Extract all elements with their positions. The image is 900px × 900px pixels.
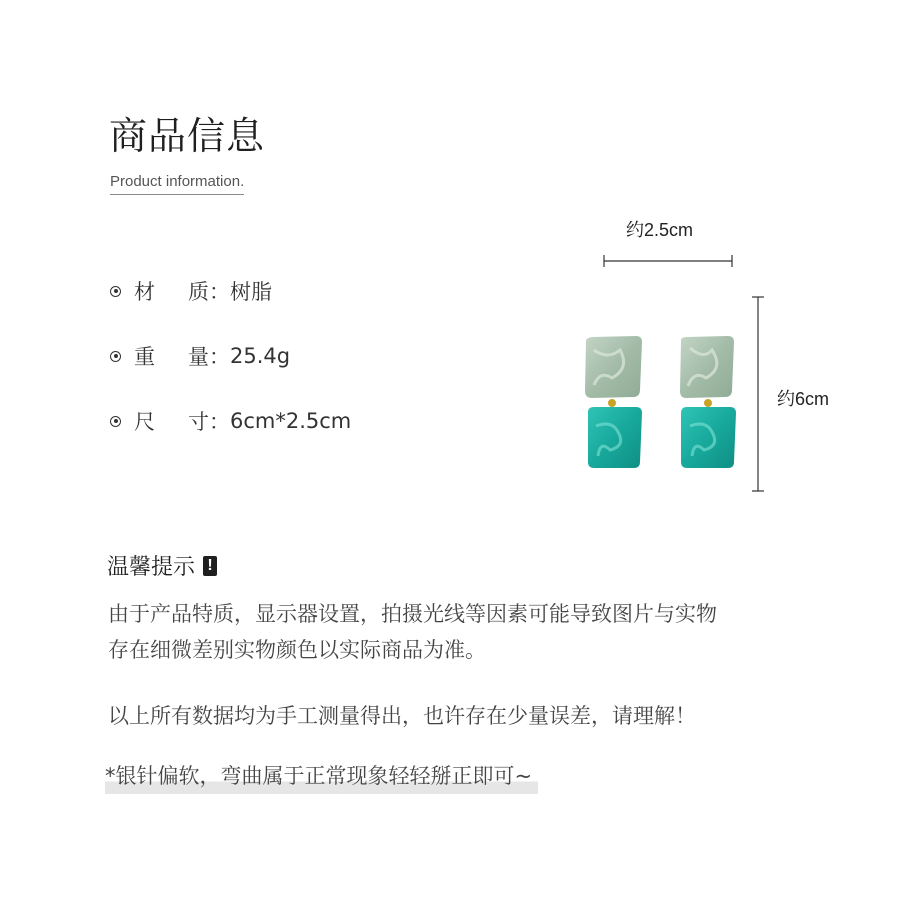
right-earring <box>680 336 736 468</box>
notice-paragraph-3: *银针偏软，弯曲属于正常现象轻轻掰正即可~ <box>105 758 538 794</box>
product-illustration <box>560 200 880 510</box>
height-dimension-label: 约6cm <box>777 389 830 409</box>
height-dimension-line <box>752 297 764 491</box>
page-title: 商品信息 <box>109 114 266 158</box>
spec-value-size: 6cm*2.5cm <box>230 409 352 433</box>
bullet-icon <box>110 416 121 427</box>
left-earring <box>585 336 642 468</box>
spec-label: 尺 寸： <box>134 410 230 434</box>
notice-line-2: 存在细微差别实物颜色以实际商品为准。 <box>108 638 486 662</box>
width-dimension-label: 约2.5cm <box>626 220 694 240</box>
bullet-icon <box>110 286 121 297</box>
earrings-image <box>560 200 880 510</box>
notice-paragraph-1 <box>108 596 717 668</box>
spec-row-material <box>110 275 272 307</box>
spec-row-weight <box>110 340 290 372</box>
spec-value-material: 树脂 <box>230 280 272 304</box>
spec-label: 重 量： <box>134 345 230 369</box>
notice-title-text: 温馨提示 <box>107 555 196 580</box>
spec-row-size <box>110 405 351 437</box>
notice-title <box>107 550 217 581</box>
notice-line-1: 由于产品特质，显示器设置，拍摄光线等因素可能导致图片与实物 <box>108 602 717 626</box>
notice-paragraph-2: 以上所有数据均为手工测量得出，也许存在少量误差，请理解！ <box>108 704 696 728</box>
spec-label: 材 质： <box>134 280 230 304</box>
spec-value-weight: 25.4g <box>230 344 291 368</box>
width-dimension-line <box>604 255 732 267</box>
exclamation-icon: ! <box>203 556 217 576</box>
bullet-icon <box>110 351 121 362</box>
page-subtitle: Product information. <box>110 172 244 195</box>
